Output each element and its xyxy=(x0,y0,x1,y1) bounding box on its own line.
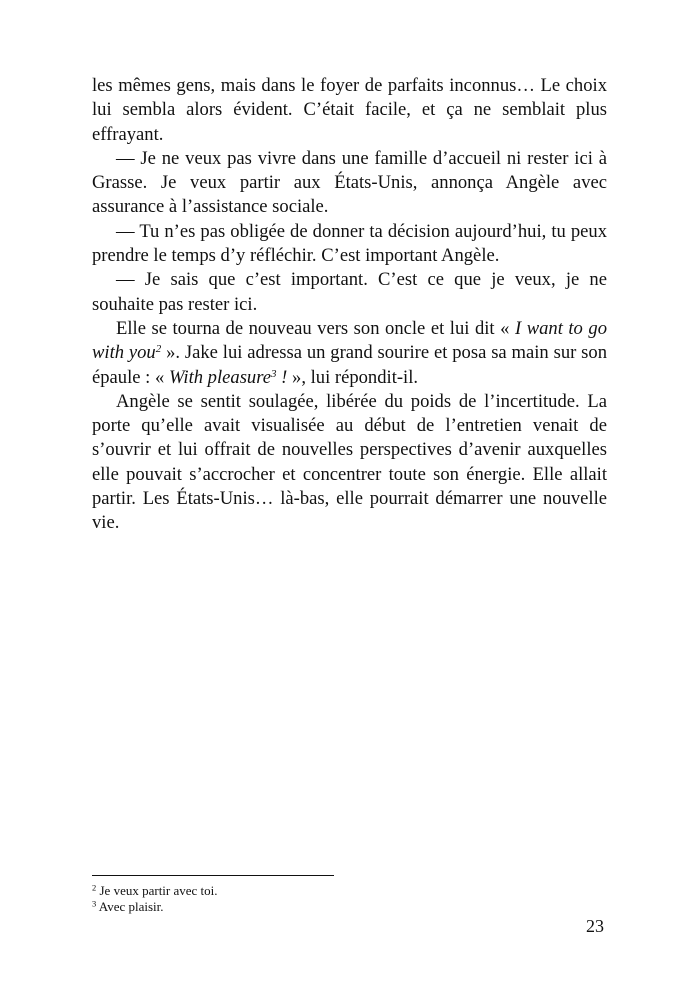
footnote-3 xyxy=(92,899,392,915)
paragraph-6: Angèle se sentit soulagée, libérée du poids de l’incertitude. La porte qu’elle avait visualisée au début de l’entretien venait de s’ouvrir et lui offrait de nouvelles perspectives d’avenir auxquelles elle pouvait s’accrocher et concentrer toute son énergie. Elle allait partir. Les États-Unis… là-bas, elle pourrait démarrer une nouvelle vie. xyxy=(92,390,607,534)
paragraph-3: — Tu n’es pas obligée de donner ta décision aujourd’hui, tu peux prendre le temps d’y réfléchir. C’est important Angèle. xyxy=(92,220,607,267)
footnotes xyxy=(92,883,392,914)
footnote-2 xyxy=(92,883,392,899)
english-quote-1: I want to go with you$^2$ xyxy=(92,317,607,364)
footnote-text: Avec plaisir. xyxy=(96,898,164,914)
paragraph-2: — Je ne veux pas vivre dans une famille d’accueil ni rester ici à Grasse. Je veux partir aux États-Unis, annonça Angèle avec assurance à l’assistance sociale. xyxy=(92,147,607,218)
body-text xyxy=(92,74,607,536)
paragraph-5-text-b: ». Jake lui adressa un grand sourire et posa sa main sur son épaule : « xyxy=(92,342,607,388)
english-quote-2: With pleasure$^3$ ! xyxy=(168,366,288,388)
footnote-separator xyxy=(92,875,334,876)
footnote-ref-3[interactable]: 3 xyxy=(271,367,277,380)
paragraph-5-text-a: Elle se tourna de nouveau vers son oncle et lui dit « xyxy=(116,317,515,339)
paragraph-1: les mêmes gens, mais dans le foyer de parfaits inconnus… Le choix lui sembla alors évident. C’était facile, et ça ne semblait plus effrayant. xyxy=(92,75,607,145)
footnote-number: 2 xyxy=(92,882,97,893)
paragraph-4: — Je sais que c’est important. C’est ce que je veux, je ne souhaite pas rester ici. xyxy=(92,269,607,315)
page-number: 23 xyxy=(586,916,604,936)
footnote-text: Je veux partir avec toi. xyxy=(96,883,218,898)
footnote-number: 3 xyxy=(92,897,97,908)
paragraph-5 xyxy=(92,317,607,390)
footnote-ref-2[interactable]: 2 xyxy=(155,343,162,356)
paragraph-5-text-c: », lui répondit-il. xyxy=(287,366,419,388)
